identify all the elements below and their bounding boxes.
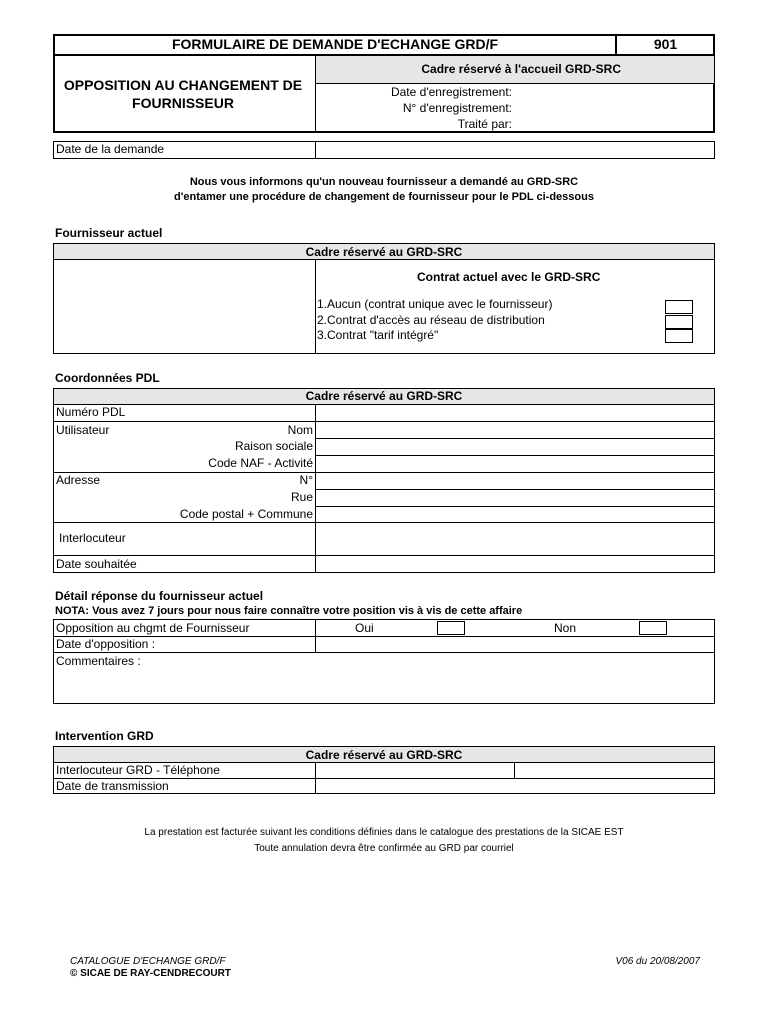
section-intervention-grd: Intervention GRD bbox=[55, 729, 154, 743]
oui-checkbox[interactable] bbox=[437, 621, 465, 635]
date-opposition-field[interactable] bbox=[317, 637, 713, 651]
date-opposition-label: Date d'opposition : bbox=[56, 637, 156, 651]
contract-title: Contrat actuel avec le GRD-SRC bbox=[417, 270, 601, 284]
fournisseur-reserved-label: Cadre réservé au GRD-SRC bbox=[305, 245, 463, 259]
footer-note-2: Toute annulation devra être confirmée au GRD par courriel bbox=[254, 843, 514, 854]
commentaires-field[interactable] bbox=[54, 670, 714, 703]
contract-option-3: 3.Contrat "tarif intégré" bbox=[317, 328, 439, 342]
adresse-label: Adresse bbox=[56, 473, 101, 487]
contract-option-1-checkbox[interactable] bbox=[665, 300, 693, 314]
non-label: Non bbox=[554, 621, 577, 635]
code-naf-field[interactable] bbox=[317, 456, 713, 471]
form-title: FORMULAIRE DE DEMANDE D'ECHANGE GRD/F bbox=[171, 36, 499, 52]
contract-option-2-checkbox[interactable] bbox=[665, 315, 693, 329]
form-number: 901 bbox=[653, 36, 678, 52]
date-demande-field[interactable] bbox=[318, 142, 713, 157]
fournisseur-name-field[interactable] bbox=[54, 260, 314, 353]
footer-copyright: © SICAE DE RAY-CENDRECOURT bbox=[70, 968, 231, 979]
raison-sociale-field[interactable] bbox=[317, 439, 713, 454]
contract-option-1: 1.Aucun (contrat unique avec le fournisseur) bbox=[317, 297, 553, 311]
interlocuteur-label: Interlocuteur bbox=[59, 531, 126, 545]
nom-label: Nom bbox=[287, 423, 313, 437]
intro-line-1: Nous vous informons qu'un nouveau fournisseur a demandé au GRD-SRC bbox=[189, 176, 579, 188]
date-demande-label: Date de la demande bbox=[56, 142, 165, 156]
nota-text: NOTA: Vous avez 7 jours pour nous faire connaître votre position vis à vis de cette affaire bbox=[55, 605, 523, 617]
numero-label: N° bbox=[299, 473, 313, 487]
utilisateur-label: Utilisateur bbox=[56, 423, 110, 437]
section-detail-reponse: Détail réponse du fournisseur actuel bbox=[55, 589, 264, 603]
section-coordonnees-pdl: Coordonnées PDL bbox=[55, 371, 160, 385]
footer-note-1: La prestation est facturée suivant les conditions définies dans le catalogue des prestations de la SICAE EST bbox=[144, 827, 624, 838]
intervention-reserved-label: Cadre réservé au GRD-SRC bbox=[305, 748, 463, 762]
contract-option-3-checkbox[interactable] bbox=[665, 329, 693, 343]
oui-label: Oui bbox=[355, 621, 374, 635]
traite-par-label: Traité par: bbox=[457, 117, 512, 131]
date-transmission-label: Date de transmission bbox=[56, 779, 169, 793]
date-enregistrement-label: Date d'enregistrement: bbox=[390, 85, 512, 99]
rue-field[interactable] bbox=[317, 490, 713, 505]
date-transmission-field[interactable] bbox=[317, 779, 713, 793]
opposition-label: Opposition au chgmt de Fournisseur bbox=[56, 621, 250, 635]
interlocuteur-grd-field[interactable] bbox=[317, 763, 513, 777]
form-subject: OPPOSITION AU CHANGEMENT DE FOURNISSEUR bbox=[63, 77, 303, 111]
telephone-field[interactable] bbox=[516, 763, 714, 777]
footer-catalogue: CATALOGUE D'ECHANGE GRD/F bbox=[70, 956, 226, 967]
raison-sociale-label: Raison sociale bbox=[234, 439, 313, 453]
footer-version: V06 du 20/08/2007 bbox=[615, 956, 700, 967]
reserved-accueil-label: Cadre réservé à l'accueil GRD-SRC bbox=[421, 62, 621, 76]
numero-pdl-label: Numéro PDL bbox=[56, 405, 126, 419]
code-naf-label: Code NAF - Activité bbox=[208, 456, 313, 470]
interlocuteur-tel-label: Interlocuteur GRD - Téléphone bbox=[56, 763, 220, 777]
code-postal-label: Code postal + Commune bbox=[179, 507, 313, 521]
numero-enregistrement-label: N° d'enregistrement: bbox=[402, 101, 512, 115]
date-souhaitee-label: Date souhaitée bbox=[56, 557, 137, 571]
contract-option-2: 2.Contrat d'accès au réseau de distribution bbox=[317, 313, 545, 327]
date-souhaitee-field[interactable] bbox=[317, 556, 713, 572]
intro-line-2: d'entamer une procédure de changement de fournisseur pour le PDL ci-dessous bbox=[174, 191, 594, 203]
commentaires-label: Commentaires : bbox=[56, 654, 141, 668]
section-fournisseur-actuel: Fournisseur actuel bbox=[55, 226, 163, 240]
code-postal-field[interactable] bbox=[317, 507, 713, 521]
numero-pdl-field[interactable] bbox=[317, 405, 713, 420]
coordonnees-reserved-label: Cadre réservé au GRD-SRC bbox=[305, 389, 463, 403]
nom-field[interactable] bbox=[317, 422, 713, 437]
numero-field[interactable] bbox=[317, 473, 713, 488]
rue-label: Rue bbox=[290, 490, 313, 504]
non-checkbox[interactable] bbox=[639, 621, 667, 635]
interlocuteur-field[interactable] bbox=[317, 523, 713, 554]
